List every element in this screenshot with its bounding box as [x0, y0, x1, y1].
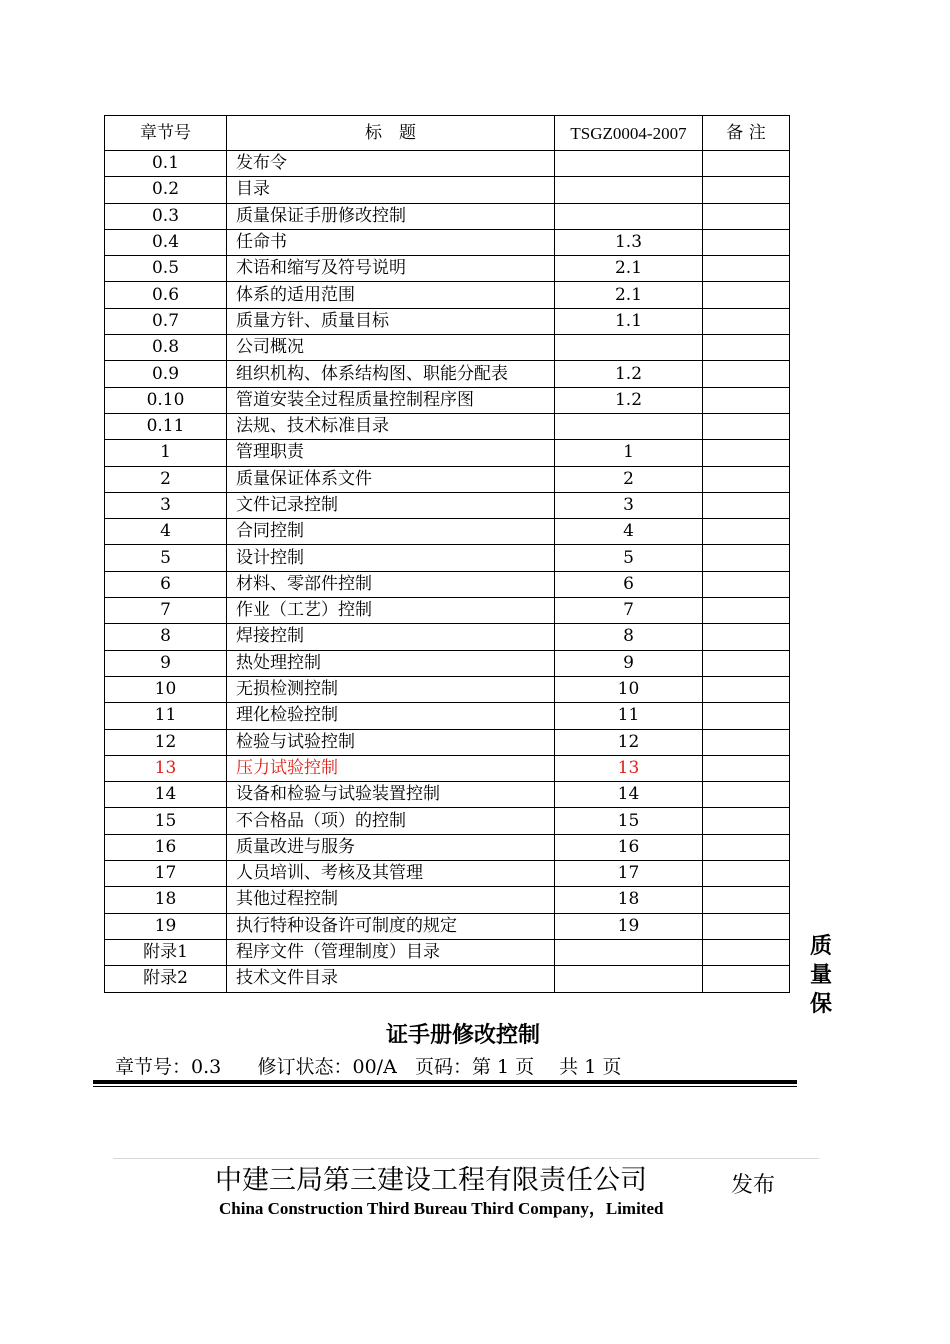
table-row [105, 413, 790, 439]
cell-title: 质量保证手册修改控制 [227, 203, 555, 229]
cell-code: 15 [555, 808, 703, 834]
revision-value: 00/A [352, 1056, 397, 1078]
cell-note [703, 413, 790, 439]
table-row [105, 256, 790, 282]
cell-title: 设计控制 [227, 545, 555, 571]
cell-section: 1 [105, 440, 227, 466]
cell-note [703, 361, 790, 387]
cell-code [555, 335, 703, 361]
cell-section: 0.9 [105, 361, 227, 387]
cell-code [555, 151, 703, 177]
cell-section: 4 [105, 519, 227, 545]
cell-note [703, 492, 790, 518]
divider-thick [93, 1080, 797, 1084]
cell-title: 其他过程控制 [227, 887, 555, 913]
table-row [105, 887, 790, 913]
cell-code: 2.1 [555, 282, 703, 308]
cell-code: 1 [555, 440, 703, 466]
cell-code: 5 [555, 545, 703, 571]
cell-title: 材料、零部件控制 [227, 571, 555, 597]
cell-note [703, 729, 790, 755]
cell-code: 13 [555, 755, 703, 781]
table-row [105, 703, 790, 729]
table-row [105, 598, 790, 624]
cell-code: 1.3 [555, 229, 703, 255]
table-row [105, 203, 790, 229]
table-header-row [105, 116, 790, 151]
cell-note [703, 519, 790, 545]
document-subtitle: 证手册修改控制 [386, 1023, 541, 1048]
cell-note [703, 782, 790, 808]
table-row [105, 571, 790, 597]
cell-section: 16 [105, 834, 227, 860]
cell-note [703, 151, 790, 177]
table-row [105, 387, 790, 413]
cell-code: 9 [555, 650, 703, 676]
cell-note [703, 571, 790, 597]
cell-note [703, 308, 790, 334]
cell-title: 管理职责 [227, 440, 555, 466]
page-label: 页码： [414, 1056, 472, 1078]
cell-code: 3 [555, 492, 703, 518]
cell-title: 发布令 [227, 151, 555, 177]
table-row [105, 966, 790, 992]
publish-label: 发布 [731, 1173, 776, 1198]
cell-title: 质量改进与服务 [227, 834, 555, 860]
cell-code: 11 [555, 703, 703, 729]
cell-title: 程序文件（管理制度）目录 [227, 939, 555, 965]
cell-section: 附录1 [105, 939, 227, 965]
cell-note [703, 861, 790, 887]
cell-section: 0.6 [105, 282, 227, 308]
cell-section: 7 [105, 598, 227, 624]
section-value: 0.3 [191, 1056, 222, 1078]
cell-section: 0.10 [105, 387, 227, 413]
cell-section: 0.1 [105, 151, 227, 177]
cell-note [703, 387, 790, 413]
cell-note [703, 466, 790, 492]
header-section: 章节号 [105, 116, 227, 151]
toc-table [104, 115, 790, 993]
cell-code [555, 939, 703, 965]
cell-code: 7 [555, 598, 703, 624]
cell-section: 15 [105, 808, 227, 834]
page-text: 第 1 页 共 1 页 [471, 1056, 622, 1078]
side-title-char: 保 [809, 992, 832, 1017]
cell-section: 10 [105, 676, 227, 702]
cell-title: 任命书 [227, 229, 555, 255]
cell-section: 0.7 [105, 308, 227, 334]
divider-thin [93, 1086, 797, 1087]
header-note: 备 注 [703, 116, 790, 151]
table-row [105, 519, 790, 545]
cell-title: 热处理控制 [227, 650, 555, 676]
table-row [105, 913, 790, 939]
cell-note [703, 808, 790, 834]
cell-code: 10 [555, 676, 703, 702]
cell-section: 0.3 [105, 203, 227, 229]
cell-note [703, 229, 790, 255]
table-row [105, 308, 790, 334]
cell-title: 合同控制 [227, 519, 555, 545]
header-code: TSGZ0004-2007 [555, 116, 703, 151]
table-row [105, 229, 790, 255]
cell-title: 文件记录控制 [227, 492, 555, 518]
table-row [105, 361, 790, 387]
cell-title: 目录 [227, 177, 555, 203]
company-name-cn: 中建三局第三建设工程有限责任公司 [215, 1165, 647, 1196]
cell-note [703, 203, 790, 229]
revision-label: 修订状态： [257, 1056, 353, 1078]
side-title [806, 932, 836, 1019]
table-row [105, 545, 790, 571]
cell-section: 17 [105, 861, 227, 887]
cell-section: 9 [105, 650, 227, 676]
side-title-char: 质 [809, 934, 832, 959]
cell-section: 6 [105, 571, 227, 597]
cell-note [703, 650, 790, 676]
cell-note [703, 966, 790, 992]
cell-title: 质量方针、质量目标 [227, 308, 555, 334]
cell-note [703, 598, 790, 624]
cell-note [703, 676, 790, 702]
cell-section: 13 [105, 755, 227, 781]
cell-note [703, 256, 790, 282]
table-row [105, 861, 790, 887]
cell-code: 1.2 [555, 361, 703, 387]
table-row [105, 755, 790, 781]
table-row [105, 466, 790, 492]
cell-code: 6 [555, 571, 703, 597]
cell-section: 18 [105, 887, 227, 913]
table-row [105, 624, 790, 650]
cell-code: 19 [555, 913, 703, 939]
cell-code: 1.1 [555, 308, 703, 334]
cell-section: 0.8 [105, 335, 227, 361]
table-row [105, 729, 790, 755]
table-row [105, 282, 790, 308]
cell-code [555, 177, 703, 203]
table-row [105, 492, 790, 518]
cell-code: 16 [555, 834, 703, 860]
cell-title: 公司概况 [227, 335, 555, 361]
cell-note [703, 282, 790, 308]
cell-code: 2.1 [555, 256, 703, 282]
cell-code: 8 [555, 624, 703, 650]
cell-title: 法规、技术标准目录 [227, 413, 555, 439]
side-title-char: 量 [809, 963, 832, 988]
cell-section: 0.4 [105, 229, 227, 255]
table-row [105, 151, 790, 177]
cell-note [703, 624, 790, 650]
table-row [105, 808, 790, 834]
cell-code [555, 203, 703, 229]
cell-note [703, 887, 790, 913]
cell-title: 管道安装全过程质量控制程序图 [227, 387, 555, 413]
cell-title: 不合格品（项）的控制 [227, 808, 555, 834]
cell-code: 4 [555, 519, 703, 545]
cell-section: 附录2 [105, 966, 227, 992]
cell-section: 11 [105, 703, 227, 729]
section-label: 章节号： [115, 1056, 192, 1078]
table-row [105, 440, 790, 466]
cell-title: 检验与试验控制 [227, 729, 555, 755]
table-row [105, 650, 790, 676]
cell-title: 压力试验控制 [227, 755, 555, 781]
cell-note [703, 335, 790, 361]
cell-section: 0.11 [105, 413, 227, 439]
cell-section: 12 [105, 729, 227, 755]
cell-section: 2 [105, 466, 227, 492]
header-title: 标 题 [227, 116, 555, 151]
table-row [105, 939, 790, 965]
cell-section: 8 [105, 624, 227, 650]
cell-note [703, 177, 790, 203]
cell-code: 14 [555, 782, 703, 808]
cell-title: 质量保证体系文件 [227, 466, 555, 492]
cell-title: 体系的适用范围 [227, 282, 555, 308]
cell-title: 执行特种设备许可制度的规定 [227, 913, 555, 939]
cell-title: 设备和检验与试验装置控制 [227, 782, 555, 808]
cell-title: 技术文件目录 [227, 966, 555, 992]
cell-code: 18 [555, 887, 703, 913]
cell-section: 19 [105, 913, 227, 939]
company-name-en: China Construction Third Bureau Third Company，Limited [219, 1199, 664, 1218]
table-row [105, 177, 790, 203]
table-row [105, 834, 790, 860]
cell-section: 14 [105, 782, 227, 808]
cell-section: 0.2 [105, 177, 227, 203]
cell-note [703, 913, 790, 939]
cell-title: 理化检验控制 [227, 703, 555, 729]
cell-note [703, 834, 790, 860]
cell-code [555, 966, 703, 992]
cell-code: 17 [555, 861, 703, 887]
cell-section: 3 [105, 492, 227, 518]
table-row [105, 335, 790, 361]
cell-title: 焊接控制 [227, 624, 555, 650]
cell-note [703, 440, 790, 466]
cell-section: 0.5 [105, 256, 227, 282]
cell-title: 无损检测控制 [227, 676, 555, 702]
cell-section: 5 [105, 545, 227, 571]
cell-note [703, 545, 790, 571]
cell-title: 人员培训、考核及其管理 [227, 861, 555, 887]
cell-code [555, 413, 703, 439]
cell-note [703, 703, 790, 729]
cell-code: 12 [555, 729, 703, 755]
table-row [105, 782, 790, 808]
cell-title: 术语和缩写及符号说明 [227, 256, 555, 282]
cell-title: 组织机构、体系结构图、职能分配表 [227, 361, 555, 387]
cell-code: 1.2 [555, 387, 703, 413]
toc-body [105, 151, 790, 993]
cell-title: 作业（工艺）控制 [227, 598, 555, 624]
document-meta [115, 1052, 621, 1079]
cell-note [703, 939, 790, 965]
table-row [105, 676, 790, 702]
cell-code: 2 [555, 466, 703, 492]
cell-note [703, 755, 790, 781]
